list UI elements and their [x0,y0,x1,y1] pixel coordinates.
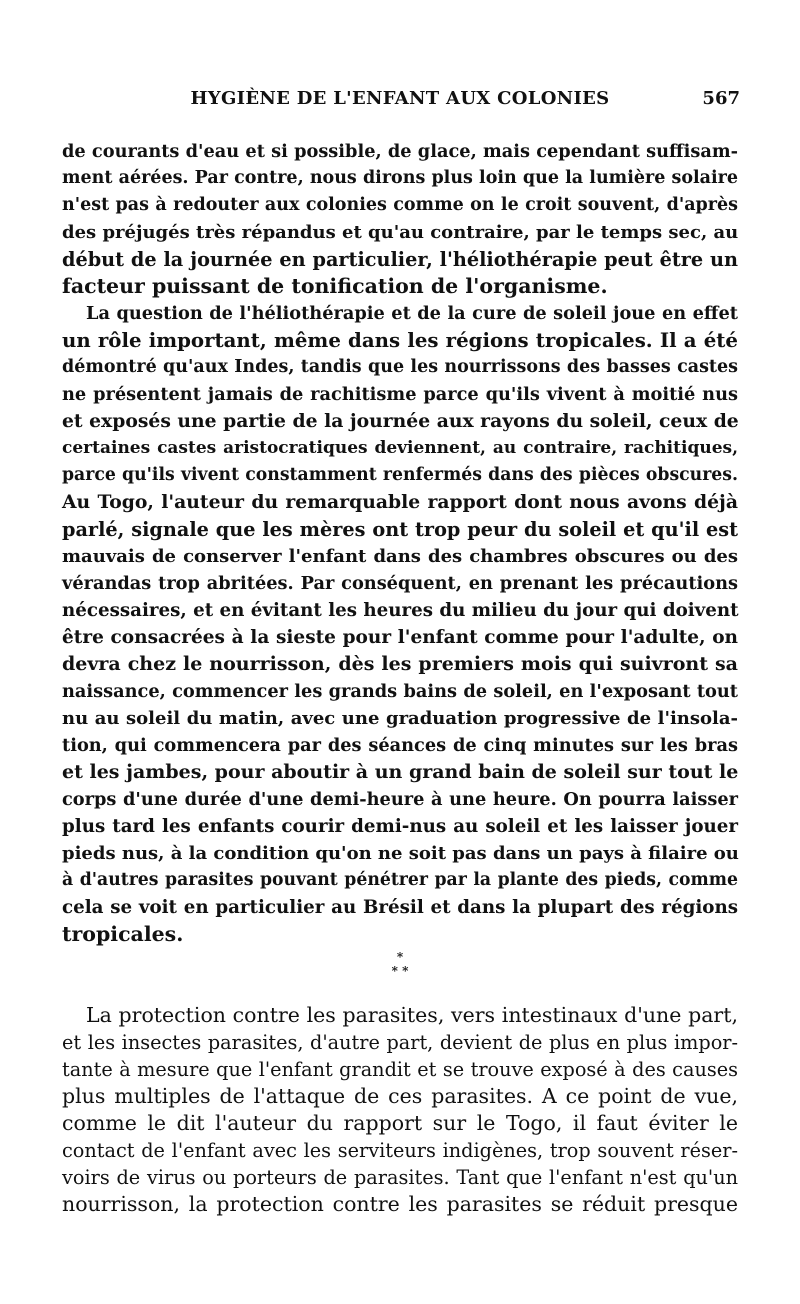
text-line: n'est pas à redouter aux colonies comme on le croit souvent, d'après [62,195,738,215]
text-line: début de la journée en particulier, l'héliothérapie peut être un [62,248,738,271]
text-line: nécessaires, et en évitant les heures du milieu du jour qui doivent [62,600,739,621]
text-line: La question de l'héliothérapie et de la cure de soleil joue en effet [86,303,738,324]
text-line: vérandas trop abritées. Par conséquent, en prenant les précautions [62,573,738,594]
text-line: contact de l'enfant avec les serviteurs indigènes, trop souvent réser- [62,1139,738,1162]
text-line: devra chez le nourrisson, dès les premiers mois qui suivront sa [62,653,738,675]
text-line: corps d'une durée d'une demi-heure à une heure. On pourra laisser [62,789,738,810]
text-line: comme le dit l'auteur du rapport sur le Togo, il faut éviter le [62,1111,738,1135]
text-line: facteur puissant de tonification de l'organisme. [62,274,608,298]
text-line: nourrisson, la protection contre les parasites se réduit presque [62,1192,738,1216]
text-line: tion, qui commencera par des séances de cinq minutes sur les bras [62,735,738,756]
text-line: des préjugés très répandus et qu'au contraire, par le temps sec, au [62,222,739,243]
text-line: ment aérées. Par contre, nous dirons plus loin que la lumière solaire [62,168,738,188]
page-number: 567 [702,88,740,109]
text-line: certaines castes aristocratiques deviennent, au contraire, rachitiques, [62,438,738,458]
text-line: tante à mesure que l'enfant grandit et se trouve exposé à des causes [62,1058,738,1081]
running-head [60,88,740,118]
text-line: La protection contre les parasites, vers intestinaux d'une part, [86,1003,738,1027]
separator-top-star: * [396,950,404,964]
text-line: mauvais de conserver l'enfant dans des chambres obscures ou des [62,546,738,567]
text-line: Au Togo, l'auteur du remarquable rapport dont nous avons déjà [62,491,738,513]
text-line: et les insectes parasites, d'autre part, devient de plus en plus impor- [62,1031,738,1054]
text-line: parce qu'ils vivent constamment renfermés dans des pièces obscures. [62,465,738,485]
separator-bottom-stars: * * [391,964,409,978]
text-line: parlé, signale que les mères ont trop peur du soleil et qu'il est [62,518,738,541]
text-line: et les jambes, pour aboutir à un grand bain de soleil sur tout le [62,761,739,783]
text-line: et exposés une partie de la journée aux rayons du soleil, ceux de [62,410,739,432]
text-line: de courants d'eau et si possible, de glace, mais cependant suffisam- [62,141,738,162]
text-line: plus tard les enfants courir demi-nus au soleil et les laisser jouer [62,816,738,837]
text-line: voirs de virus ou porteurs de parasites. Tant que l'enfant n'est qu'un [62,1166,738,1189]
text-line: cela se voit en particulier au Brésil et dans la plupart des régions [62,897,738,918]
text-line: nu au soleil du matin, avec une graduation progressive de l'insola- [62,708,738,729]
text-line: à d'autres parasites pouvant pénétrer par la plante des pieds, comme [62,870,738,890]
text-line: plus multiples de l'attaque de ces parasites. A ce point de vue, [62,1084,738,1108]
text-line: démontré qu'aux Indes, tandis que les nourrissons des basses castes [62,357,738,377]
section-separator [370,950,430,986]
text-line: pieds nus, à la condition qu'on ne soit pas dans un pays à filaire ou [62,843,739,864]
text-line: naissance, commencer les grands bains de soleil, en l'exposant tout [62,681,738,702]
text-line: être consacrées à la sieste pour l'enfant comme pour l'adulte, on [62,627,738,648]
text-line: ne présentent jamais de rachitisme parce qu'ils vivent à moitié nus [62,384,738,405]
running-title: HYGIÈNE DE L'ENFANT AUX COLONIES [190,88,610,109]
text-line: un rôle important, même dans les régions tropicales. Il a été [62,328,738,352]
text-line: tropicales. [62,922,184,946]
